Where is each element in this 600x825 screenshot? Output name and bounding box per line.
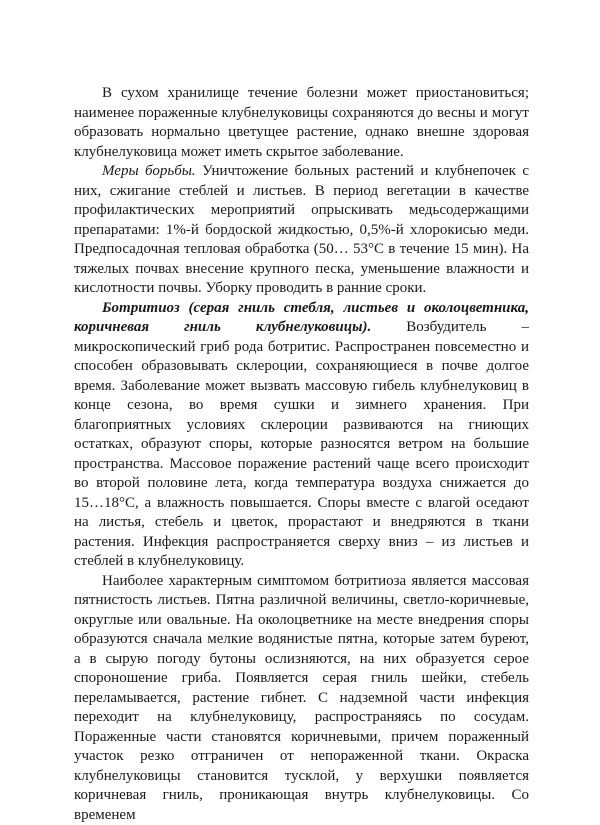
paragraph-botrytis [74, 299, 529, 572]
paragraph-text: Возбудитель – микроскопический гриб рода ботритис. Распространен повсеместно и способен образовывать склероции, сохраняющиеся в почве долгое время. Заболевание может вызвать массовую гибель клубнелуковиц в конце сезона, во время сушки и зимнего хранения. При благоприятных условиях склероции развиваются на гниющих остатках, образуют споры, которые разносятся ветром на большие пространства. Массовое поражение растений чаще всего происходит во второй половине лета, когда температура воздуха снижается до 15…18°С, а влажность повышается. Споры вместе с влагой оседают на листья, стебель и цветок, прорастают и внедряются в ткани растения. Инфекция распространяется сверху вниз – из листьев и стеблей в клубнелуковицу. [74, 319, 529, 569]
document-page [74, 84, 529, 825]
botrytis-heading: Ботритиоз (серая гниль стебля, листьев и околоцветника, коричневая гниль клубнелуковицы). [74, 300, 529, 336]
paragraph-text: Наиболее характерным симптомом ботритиоза является массовая пятнистость листьев. Пятна различной величины, светло-коричневые, округлые или овальные. На околоцветнике на месте внедрения споры образуются сначала мелкие водянистые пятна, которые затем буреют, а в сырую погоду бутоны ослизняются, на них образуется серое спороношение гриба. Появляется серая гниль шейки, стебель переламывается, растение гибнет. С надземной части инфекция переходит на клубнелуковицу, распространяясь по сосудам. Пораженные части становятся коричневыми, причем пораженный участок резко отграничен от непораженной ткани. Окраска клубнелуковицы становится тусклой, у верхушки появляется коричневая гниль, проникающая внутрь клубнелуковицы. Со временем [74, 573, 529, 823]
paragraph-text: В сухом хранилище течение болезни может приостановиться; наименее пораженные клубнелуковицы сохраняются до весны и могут образовать нормально цветущее растение, однако внешне здоровая клубнелуковица может иметь скрытое заболевание. [74, 85, 529, 160]
control-measures-heading: Меры борьбы. [102, 163, 196, 179]
paragraph-text: Уничтожение больных растений и клубнепочек с них, сжигание стеблей и листьев. В период вегетации в качестве профилактических мероприятий опрыскивать медьсодержащими препаратами: 1%-й бордоской жидкостью, 0,5%-й хлорокисью меди. Предпосадочная тепловая обработка (50… 53°С в течение 15 мин). На тяжелых почвах внесение крупного песка, уменьшение влажности и кислотности почвы. Уборку проводить в ранние сроки. [74, 163, 529, 296]
paragraph-storage-course [74, 84, 529, 162]
paragraph-control-measures [74, 162, 529, 299]
paragraph-symptoms [74, 572, 529, 825]
